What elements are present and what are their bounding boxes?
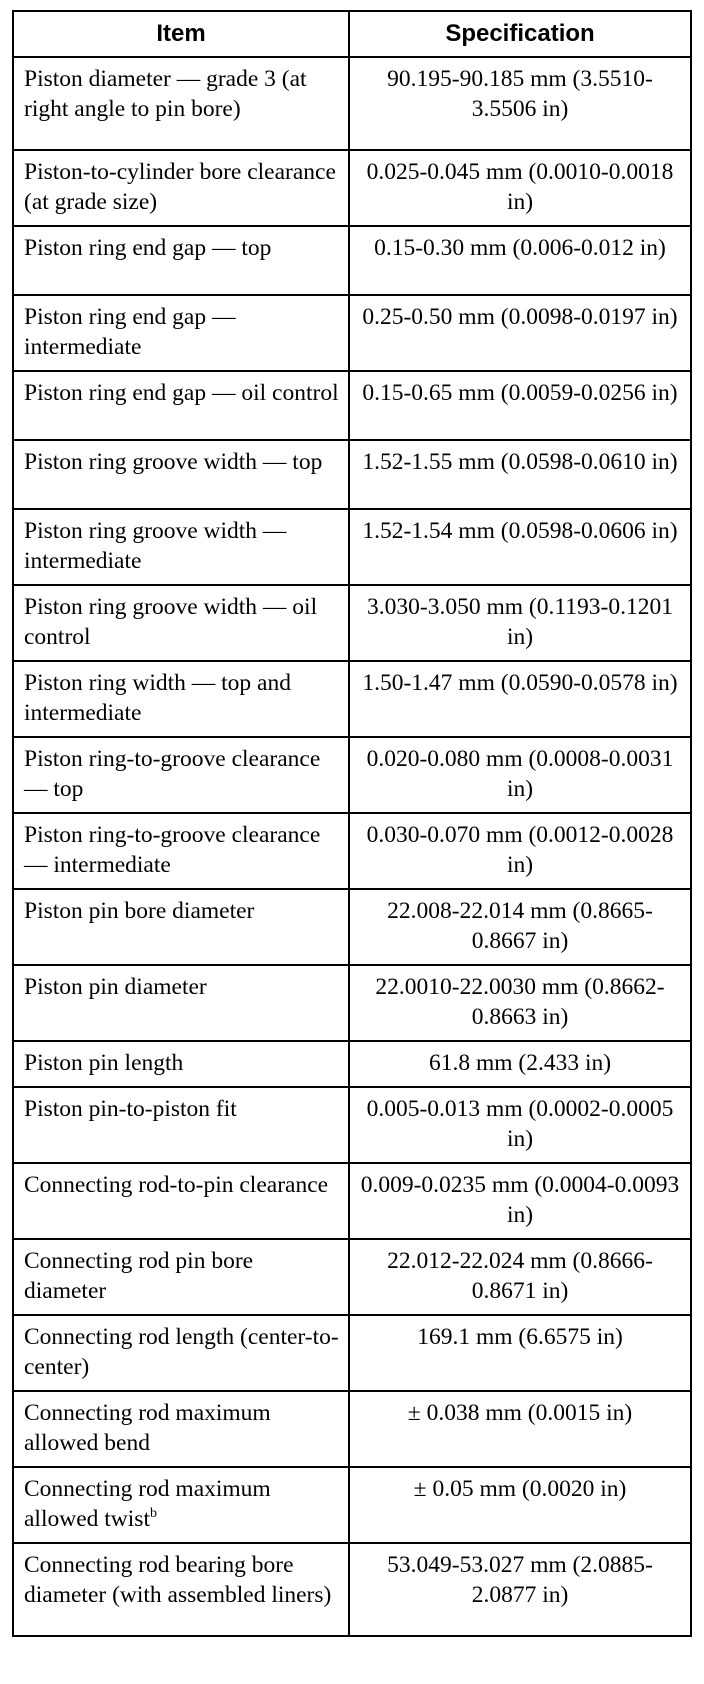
item-cell: Piston pin-to-piston fit [13,1087,349,1163]
item-cell: Connecting rod length (center-to-center) [13,1315,349,1391]
table-row [13,509,691,585]
table-row [13,889,691,965]
table-row [13,440,691,509]
item-cell: Piston ring end gap — intermediate [13,295,349,371]
item-cell: Piston ring-to-groove clearance — top [13,737,349,813]
spec-cell: 61.8 mm (2.433 in) [349,1041,691,1087]
specification-table [12,10,692,1637]
item-cell: Piston ring groove width — top [13,440,349,509]
spec-cell: 22.0010-22.0030 mm (0.8662-0.8663 in) [349,965,691,1041]
table-row [13,150,691,226]
item-cell: Piston diameter — grade 3 (at right angle to pin bore) [13,57,349,150]
table-row [13,1087,691,1163]
item-text: Connecting rod maximum allowed twist [24,1476,271,1532]
spec-cell: 53.049-53.027 mm (2.0885-2.0877 in) [349,1543,691,1636]
spec-cell: 0.25-0.50 mm (0.0098-0.0197 in) [349,295,691,371]
item-cell: Connecting rod-to-pin clearance [13,1163,349,1239]
column-header-item: Item [13,11,349,57]
item-cell: Piston ring end gap — top [13,226,349,295]
spec-cell: 0.020-0.080 mm (0.0008-0.0031 in) [349,737,691,813]
spec-cell: 1.52-1.55 mm (0.0598-0.0610 in) [349,440,691,509]
table-header-row [13,11,691,57]
table-row [13,1041,691,1087]
table-row [13,371,691,440]
spec-cell: 0.025-0.045 mm (0.0010-0.0018 in) [349,150,691,226]
table-row [13,737,691,813]
spec-cell: 90.195-90.185 mm (3.5510-3.5506 in) [349,57,691,150]
spec-cell: 1.52-1.54 mm (0.0598-0.0606 in) [349,509,691,585]
item-cell: Piston pin length [13,1041,349,1087]
table-row [13,1315,691,1391]
item-cell: Piston ring-to-groove clearance — intermediate [13,813,349,889]
item-cell: Piston ring groove width — intermediate [13,509,349,585]
spec-cell: 0.030-0.070 mm (0.0012-0.0028 in) [349,813,691,889]
table-row [13,1239,691,1315]
table-row [13,226,691,295]
spec-cell: 3.030-3.050 mm (0.1193-0.1201 in) [349,585,691,661]
table-row [13,1391,691,1467]
footnote-marker: b [149,1506,157,1522]
spec-cell: 0.15-0.65 mm (0.0059-0.0256 in) [349,371,691,440]
spec-cell: ± 0.05 mm (0.0020 in) [349,1467,691,1543]
table-row [13,1543,691,1636]
table-row [13,295,691,371]
item-cell [13,1467,349,1543]
table-row [13,661,691,737]
item-cell: Piston ring groove width — oil control [13,585,349,661]
item-cell: Piston pin diameter [13,965,349,1041]
column-header-specification: Specification [349,11,691,57]
item-cell: Connecting rod bearing bore diameter (with assembled liners) [13,1543,349,1636]
table-row [13,585,691,661]
item-cell: Piston-to-cylinder bore clearance (at grade size) [13,150,349,226]
spec-cell: 0.005-0.013 mm (0.0002-0.0005 in) [349,1087,691,1163]
spec-cell: 0.15-0.30 mm (0.006-0.012 in) [349,226,691,295]
table-row [13,1467,691,1543]
spec-cell: 22.012-22.024 mm (0.8666-0.8671 in) [349,1239,691,1315]
item-cell: Piston pin bore diameter [13,889,349,965]
table-row [13,813,691,889]
table-row [13,57,691,150]
table-row [13,1163,691,1239]
spec-cell: 169.1 mm (6.6575 in) [349,1315,691,1391]
item-cell: Connecting rod maximum allowed bend [13,1391,349,1467]
table-row [13,965,691,1041]
item-cell: Piston ring width — top and intermediate [13,661,349,737]
item-cell: Piston ring end gap — oil control [13,371,349,440]
table-body [13,57,691,1636]
spec-cell: 22.008-22.014 mm (0.8665-0.8667 in) [349,889,691,965]
spec-cell: 1.50-1.47 mm (0.0590-0.0578 in) [349,661,691,737]
spec-cell: 0.009-0.0235 mm (0.0004-0.0093 in) [349,1163,691,1239]
spec-cell: ± 0.038 mm (0.0015 in) [349,1391,691,1467]
item-cell: Connecting rod pin bore diameter [13,1239,349,1315]
